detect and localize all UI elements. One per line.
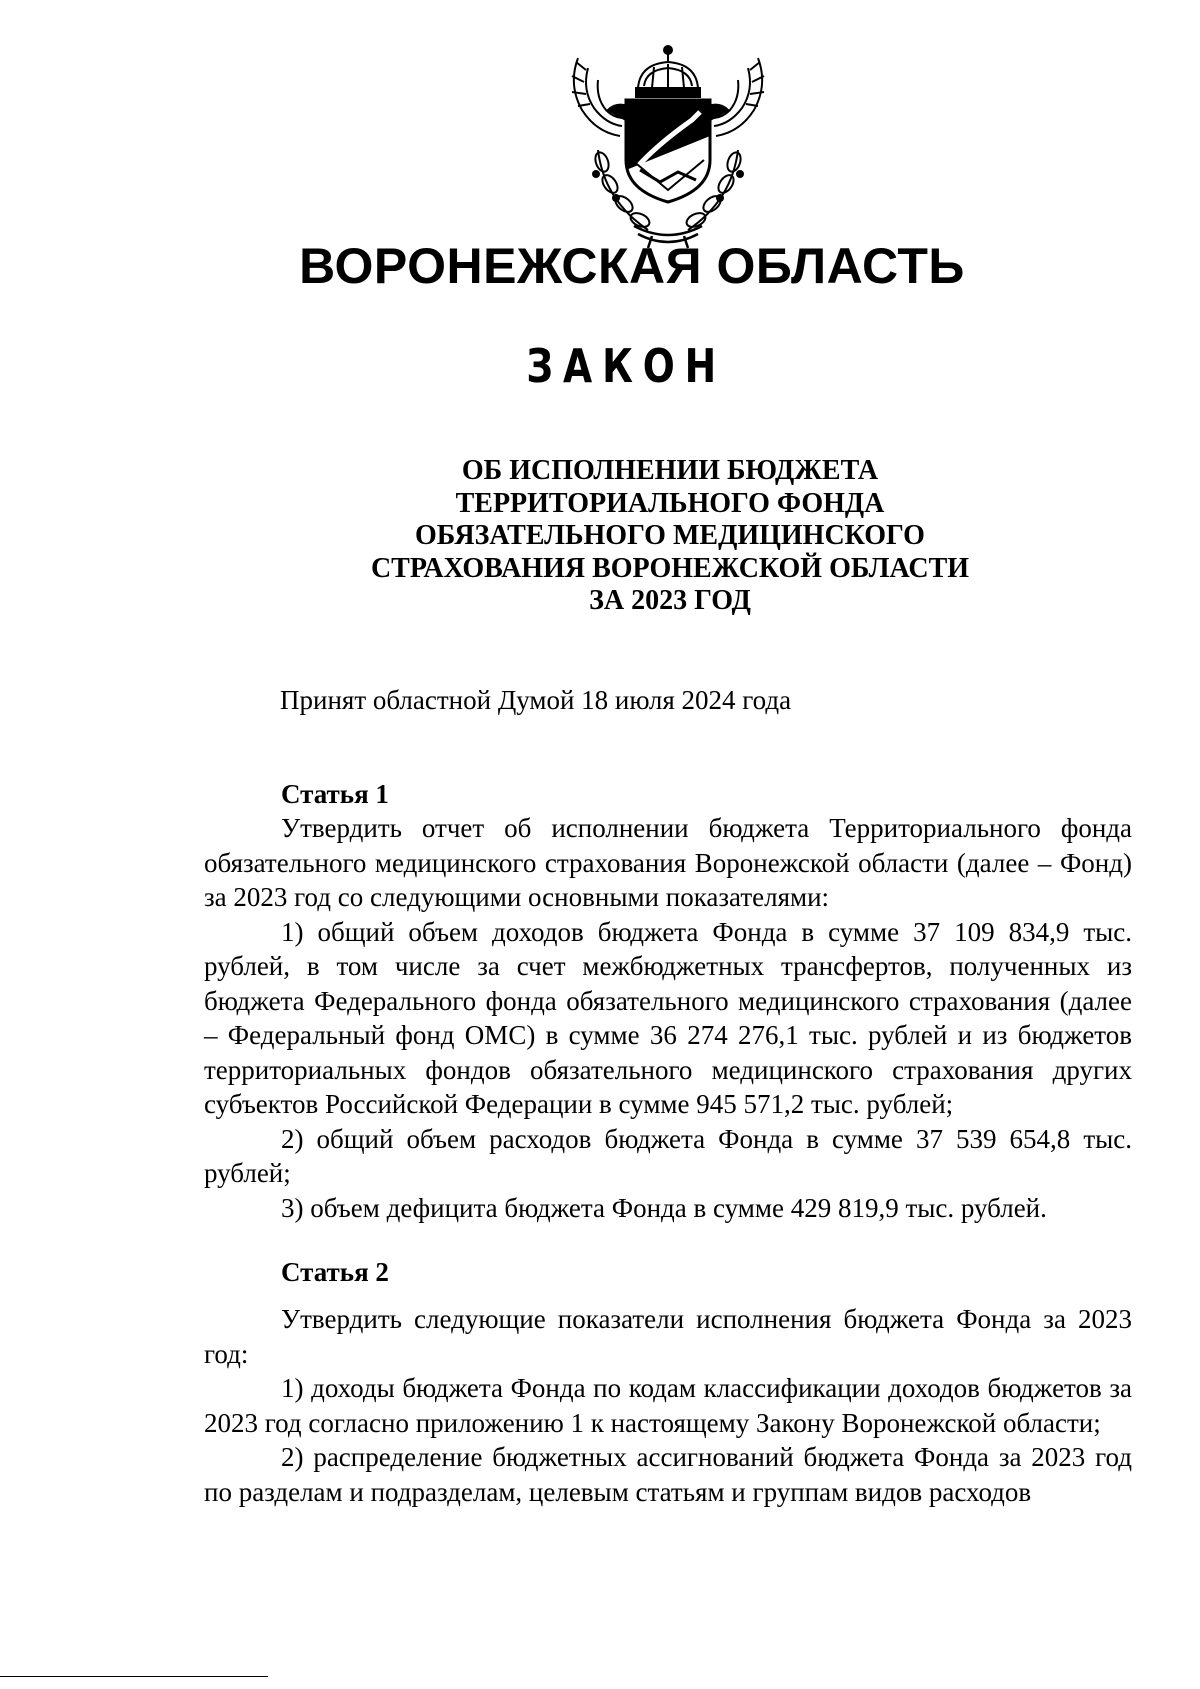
article-2-heading: Статья 2 [281, 1257, 389, 1287]
article-2-paragraph: 1) доходы бюджета Фонда по кодам классификации доходов бюджетов за 2023 год согласно приложению 1 к настоящему Закону Воронежской области; [204, 1373, 1132, 1438]
adoption-statement: Принят областной Думой 18 июля 2024 года [280, 685, 792, 715]
coat-of-arms-icon [568, 40, 768, 250]
law-title-line: ОБ ИСПОЛНЕНИИ БЮДЖЕТА [461, 455, 879, 486]
law-title-line: ТЕРРИТОРИАЛЬНОГО ФОНДА [455, 487, 885, 519]
article-2-paragraph: 2) распределение бюджетных ассигнований бюджета Фонда за 2023 год по разделам и подразделам, целевым статьям и группам видов расходов [204, 1442, 1132, 1507]
article-1-paragraph: 3) объем дефицита бюджета Фонда в сумме 429 819,9 тыс. рублей. [281, 1192, 1047, 1223]
article-1-body [204, 811, 1132, 1225]
shield-icon [626, 100, 710, 202]
article-1-paragraph: 1) общий объем доходов бюджета Фонда в сумме 37 109 834,9 тыс. рублей, в том числе за счет межбюджетных трансфертов, полученных из бюджета Федерального фонда обязательного медицинского страхования (далее – Федеральный фонд ОМС) в сумме 36 274 276,1 тыс. рублей и из бюджетов территориальных фондов обязательного медицинского страхования других субъектов Российской Федерации в сумме 945 571,2 тыс. рублей; [204, 916, 1132, 1119]
document-type: ЗАКОН [526, 339, 727, 393]
region-name: ВОРОНЕЖСКАЯ ОБЛАСТЬ [299, 238, 965, 294]
right-wing-icon [708, 58, 764, 136]
law-title-line: СТРАХОВАНИЯ ВОРОНЕЖСКОЙ ОБЛАСТИ [370, 552, 970, 584]
article-1-paragraph: Утвердить отчет об исполнении бюджета Территориального фонда обязательного медицинского страхования Воронежской области (далее – Фонд) за 2023 год со следующими основными показателями: [204, 813, 1132, 912]
article-1-paragraph: 2) общий объем расходов бюджета Фонда в сумме 37 539 654,8 тыс. рублей; [204, 1123, 1132, 1188]
article-2-body [204, 1302, 1132, 1509]
law-title [330, 455, 1010, 618]
law-title-line: ЗА 2023 ГОД [589, 585, 751, 616]
footnote-separator [0, 1676, 268, 1677]
article-2-paragraph: Утвердить следующие показатели исполнения бюджета Фонда за 2023 год: [204, 1304, 1132, 1369]
crown-icon [636, 46, 700, 97]
left-wing-icon [572, 58, 628, 136]
article-1-heading: Статья 1 [281, 779, 389, 809]
law-title-line: ОБЯЗАТЕЛЬНОГО МЕДИЦИНСКОГО [415, 520, 925, 551]
